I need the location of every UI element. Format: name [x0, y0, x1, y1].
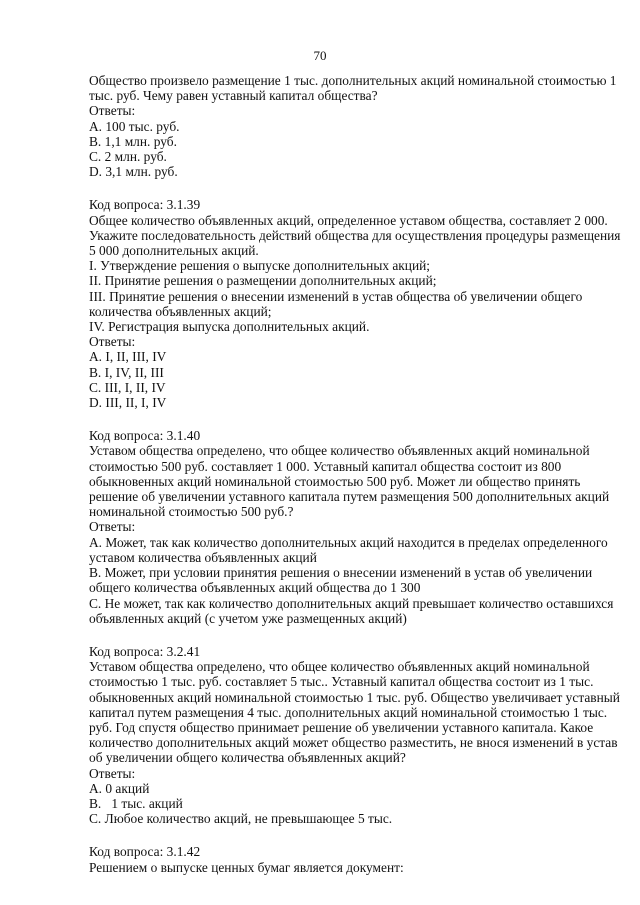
question-text: Общество произвело размещение 1 тыс. дополнительных акций номинальной стоимостью 1	[89, 73, 617, 88]
page-number: 70	[313, 48, 327, 63]
question-text: тыс. руб. Чему равен уставный капитал общества?	[89, 88, 378, 104]
question-block-3-1-42	[89, 844, 609, 874]
answer-option: В. Может, при условии принятия решения о внесении изменений в устав об увеличении	[89, 565, 593, 581]
question-block-3-1-40	[89, 428, 614, 626]
question-text: Решением о выпуске ценных бумаг является документ:	[89, 859, 404, 875]
question-text: количество дополнительных акций может общество разместить, не внося изменений в устав	[89, 735, 618, 751]
question-code: Код вопроса: 3.2.41	[89, 643, 201, 659]
answers-label: Ответы:	[89, 519, 136, 535]
question-code: Код вопроса: 3.1.40	[89, 428, 201, 444]
question-text: Уставом общества определено, что общее количество объявленных акций номинальной	[89, 443, 590, 459]
answer-option: А. 0 акций	[89, 780, 150, 796]
question-text: III. Принятие решения о внесении изменений в устав общества об увеличении общего	[89, 288, 583, 304]
question-text: Уставом общества определено, что общее количество объявленных акций номинальной	[89, 659, 590, 675]
question-block-3-1-39	[89, 197, 621, 411]
answer-option: С. Любое количество акций, не превышающее 5 тыс.	[89, 811, 393, 827]
question-text: Общее количество объявленных акций, определенное уставом общества, составляет 2 000.	[89, 212, 608, 228]
question-text: руб. Год спустя общество принимает решение об увеличении уставного капитала. Какое	[89, 719, 594, 735]
question-text: стоимостью 500 руб. составляет 1 000. Уставный капитал общества состоит из 800	[89, 458, 562, 474]
answers-label: Ответы:	[89, 765, 136, 781]
question-code: Код вопроса: 3.1.39	[89, 197, 201, 213]
question-text: II. Принятие решения о размещении дополнительных акций;	[89, 273, 437, 289]
answer-option: В. 1,1 млн. руб.	[89, 133, 177, 149]
answer-option: D. 3,1 млн. руб.	[89, 164, 178, 180]
answer-option: объявленных акций (с учетом уже размещенных акций)	[89, 610, 407, 626]
answer-option: уставом количества объявленных акций	[89, 549, 317, 565]
question-text: Укажите последовательность действий общества для осуществления процедуры размещения	[89, 227, 621, 243]
question-code: Код вопроса: 3.1.42	[89, 844, 201, 860]
question-text: решение об увеличении уставного капитала путем размещения 500 дополнительных акций	[89, 489, 610, 505]
question-text: капитал путем размещения 4 тыс. дополнительных акций номинальной стоимостью 1 тыс.	[89, 704, 608, 720]
answer-option: С. 2 млн. руб.	[89, 149, 167, 165]
question-text: количества объявленных акций;	[89, 303, 272, 319]
answer-option: общего количества объявленных акций общества до 1 300	[89, 580, 421, 596]
answer-option: A. I, II, III, IV	[89, 349, 167, 365]
question-text: I. Утверждение решения о выпуске дополнительных акций;	[89, 258, 431, 274]
question-text: IV. Регистрация выпуска дополнительных акций.	[89, 319, 370, 335]
question-text: обыкновенных акций номинальной стоимостью 1 тыс. руб. Общество увеличивает уставный	[89, 689, 620, 705]
question-block-3-2-41	[89, 643, 620, 827]
answers-label: Ответы:	[89, 334, 136, 350]
answers-label: Ответы:	[89, 103, 136, 119]
question-text: 5 000 дополнительных акций.	[89, 243, 259, 259]
question-text: стоимостью 1 тыс. руб. составляет 5 тыс.. Уставный капитал общества состоит из 1 тыс.	[89, 674, 594, 690]
question-text: об увеличении общего количества объявленных акций?	[89, 750, 406, 766]
question-block-1	[89, 73, 617, 180]
answer-option: C. III, I, II, IV	[89, 379, 166, 395]
answer-option: А. Может, так как количество дополнительных акций находится в пределах определенного	[89, 534, 608, 550]
answer-option: С. Не может, так как количество дополнительных акций превышает количество оставшихся	[89, 595, 614, 611]
answer-option: B. I, IV, II, III	[89, 364, 164, 380]
question-text: номинальной стоимостью 500 руб.?	[89, 504, 294, 520]
answer-option: А. 100 тыс. руб.	[89, 118, 180, 134]
document-body	[89, 73, 621, 893]
question-text: обыкновенных акций номинальной стоимостью 500 руб. Может ли общество принять	[89, 473, 581, 489]
answer-option: D. III, II, I, IV	[89, 395, 167, 411]
answer-option: В. 1 тыс. акций	[89, 795, 183, 811]
